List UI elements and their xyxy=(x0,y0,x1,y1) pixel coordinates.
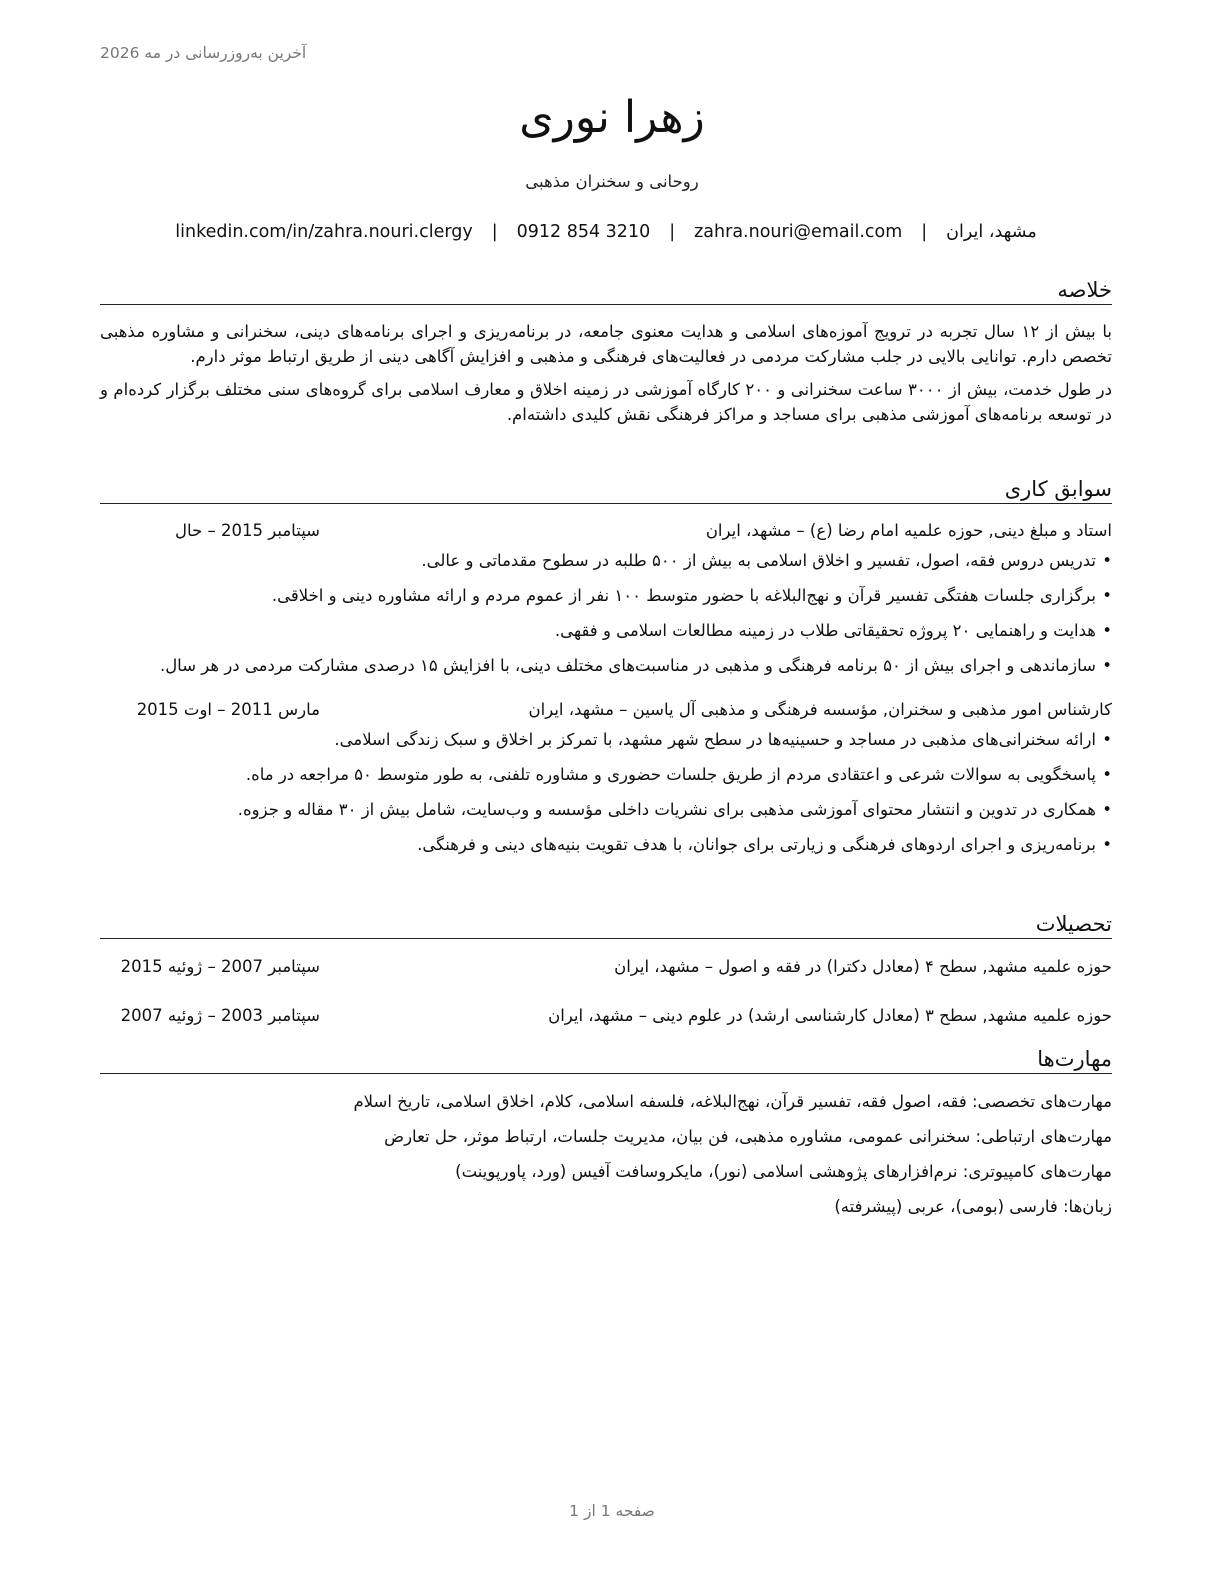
contact-linkedin[interactable]: linkedin.com/in/zahra.nouri.clergy xyxy=(175,222,473,242)
experience-section xyxy=(100,475,1112,858)
contact-location: مشهد، ایران xyxy=(946,222,1037,242)
skill-line: مهارت‌های ارتباطی: سخنرانی عمومی، مشاوره مذهبی، فن بیان، مدیریت جلسات، ارتباط موثر، حل تعارض xyxy=(384,1127,1112,1146)
job-header xyxy=(100,518,1112,544)
job-dates: مارس 2011 – اوت 2015 xyxy=(136,700,320,719)
summary-paragraph: در طول خدمت، بیش از ۳۰۰۰ ساعت سخنرانی و ۲۰۰ کارگاه آموزشی در زمینه اخلاق و معارف اسلامی برای گروه‌های سنی مختلف برگزار کرده‌ام و در توسعه برنامه‌های آموزشی مذهبی برای مساجد و مراکز فرهنگی نقش کلیدی داشته‌ام. xyxy=(100,380,1112,424)
skills-title: مهارت‌ها xyxy=(100,1045,1112,1074)
list-item: • برنامه‌ریزی و اجرای اردوهای فرهنگی و زیارتی برای جوانان، با هدف تقویت بنیه‌های دینی و فرهنگی. xyxy=(100,832,1112,858)
contact-email[interactable]: zahra.nouri@email.com xyxy=(694,222,903,242)
list-item: • همکاری در تدوین و انتشار محتوای آموزشی مذهبی برای نشریات داخلی مؤسسه و وب‌سایت، شامل بیش از ۳۰ مقاله و جزوه. xyxy=(100,797,1112,823)
job-entry xyxy=(100,697,1112,858)
job-header xyxy=(100,697,1112,723)
page-number: صفحه 1 از 1 xyxy=(569,1502,655,1520)
contact-separator: | xyxy=(921,222,928,242)
list-item: • تدریس دروس فقه، اصول، تفسیر و اخلاق اسلامی به بیش از ۵۰۰ طلبه در سطوح مقدماتی و عالی. xyxy=(100,548,1112,574)
job-heading: کارشناس امور مذهبی و سخنران, مؤسسه فرهنگی و مذهبی آل یاسین – مشهد، ایران xyxy=(528,700,1112,719)
education-dates: سپتامبر 2007 – ژوئیه 2015 xyxy=(120,957,320,976)
candidate-name: زهرا نوری xyxy=(519,92,705,143)
skill-line: زبان‌ها: فارسی (بومی)، عربی (پیشرفته) xyxy=(834,1197,1112,1216)
contact-separator: | xyxy=(491,222,498,242)
skill-line: مهارت‌های کامپیوتری: نرم‌افزارهای پژوهشی اسلامی (نور)، مایکروسافت آفیس (ورد، پاورپوینت) xyxy=(455,1162,1112,1181)
candidate-title: روحانی و سخنران مذهبی xyxy=(525,172,699,191)
job-dates: سپتامبر 2015 – حال xyxy=(175,521,320,540)
summary-title: خلاصه xyxy=(100,276,1112,305)
job-bullets xyxy=(100,727,1112,858)
summary-section xyxy=(100,276,1112,427)
job-entry xyxy=(100,518,1112,679)
education-section xyxy=(100,910,1112,1029)
list-item: • سازماندهی و اجرای بیش از ۵۰ برنامه فرهنگی و مذهبی در مناسبت‌های مختلف دینی، با افزایش ۱۵ درصدی مشارکت مردمی در هر سال. xyxy=(100,653,1112,679)
skill-line: مهارت‌های تخصصی: فقه، اصول فقه، تفسیر قرآن، نهج‌البلاغه، فلسفه اسلامی، کلام، اخلاق اسلامی، تاریخ اسلام xyxy=(353,1092,1112,1111)
education-heading: حوزه علمیه مشهد, سطح ۴ (معادل دکترا) در فقه و اصول – مشهد، ایران xyxy=(614,957,1112,976)
education-dates: سپتامبر 2003 – ژوئیه 2007 xyxy=(120,1006,320,1025)
education-entry xyxy=(100,1003,1112,1029)
last-updated: آخرین به‌روزرسانی در مه 2026 xyxy=(100,44,307,62)
experience-title: سوابق کاری xyxy=(100,475,1112,504)
summary-paragraph: با بیش از ۱۲ سال تجربه در ترویج آموزه‌های اسلامی و هدایت معنوی جامعه، در برنامه‌ریزی و اجرای برنامه‌های دینی، سخنرانی و مشاوره مذهبی تخصص دارم. توانایی بالایی در جلب مشارکت مردمی در فعالیت‌های فرهنگی و مذهبی و افزایش آگاهی دینی از طریق ارتباط موثر دارم. xyxy=(100,322,1112,366)
contact-phone: 0912 854 3210 xyxy=(516,222,651,242)
education-title: تحصیلات xyxy=(100,910,1112,939)
list-item: • ارائه سخنرانی‌های مذهبی در مساجد و حسینیه‌ها در سطح شهر مشهد، با تمرکز بر اخلاق و سبک زندگی اسلامی. xyxy=(100,727,1112,753)
skills-section xyxy=(100,1045,1112,1220)
job-bullets xyxy=(100,548,1112,679)
list-item: • هدایت و راهنمایی ۲۰ پروژه تحقیقاتی طلاب در زمینه مطالعات اسلامی و فقهی. xyxy=(100,618,1112,644)
education-entry xyxy=(100,954,1112,980)
education-heading: حوزه علمیه مشهد, سطح ۳ (معادل کارشناسی ارشد) در علوم دینی – مشهد، ایران xyxy=(548,1006,1112,1025)
list-item: • پاسخگویی به سوالات شرعی و اعتقادی مردم از طریق جلسات حضوری و مشاوره تلفنی، به طور متوسط ۵۰ مراجعه در ماه. xyxy=(100,762,1112,788)
contact-line xyxy=(100,222,1112,242)
list-item: • برگزاری جلسات هفتگی تفسیر قرآن و نهج‌البلاغه با حضور متوسط ۱۰۰ نفر از عموم مردم و ارائه مشاوره دینی و اخلاقی. xyxy=(100,583,1112,609)
contact-separator: | xyxy=(669,222,676,242)
job-heading: استاد و مبلغ دینی, حوزه علمیه امام رضا (ع) – مشهد، ایران xyxy=(705,521,1112,540)
